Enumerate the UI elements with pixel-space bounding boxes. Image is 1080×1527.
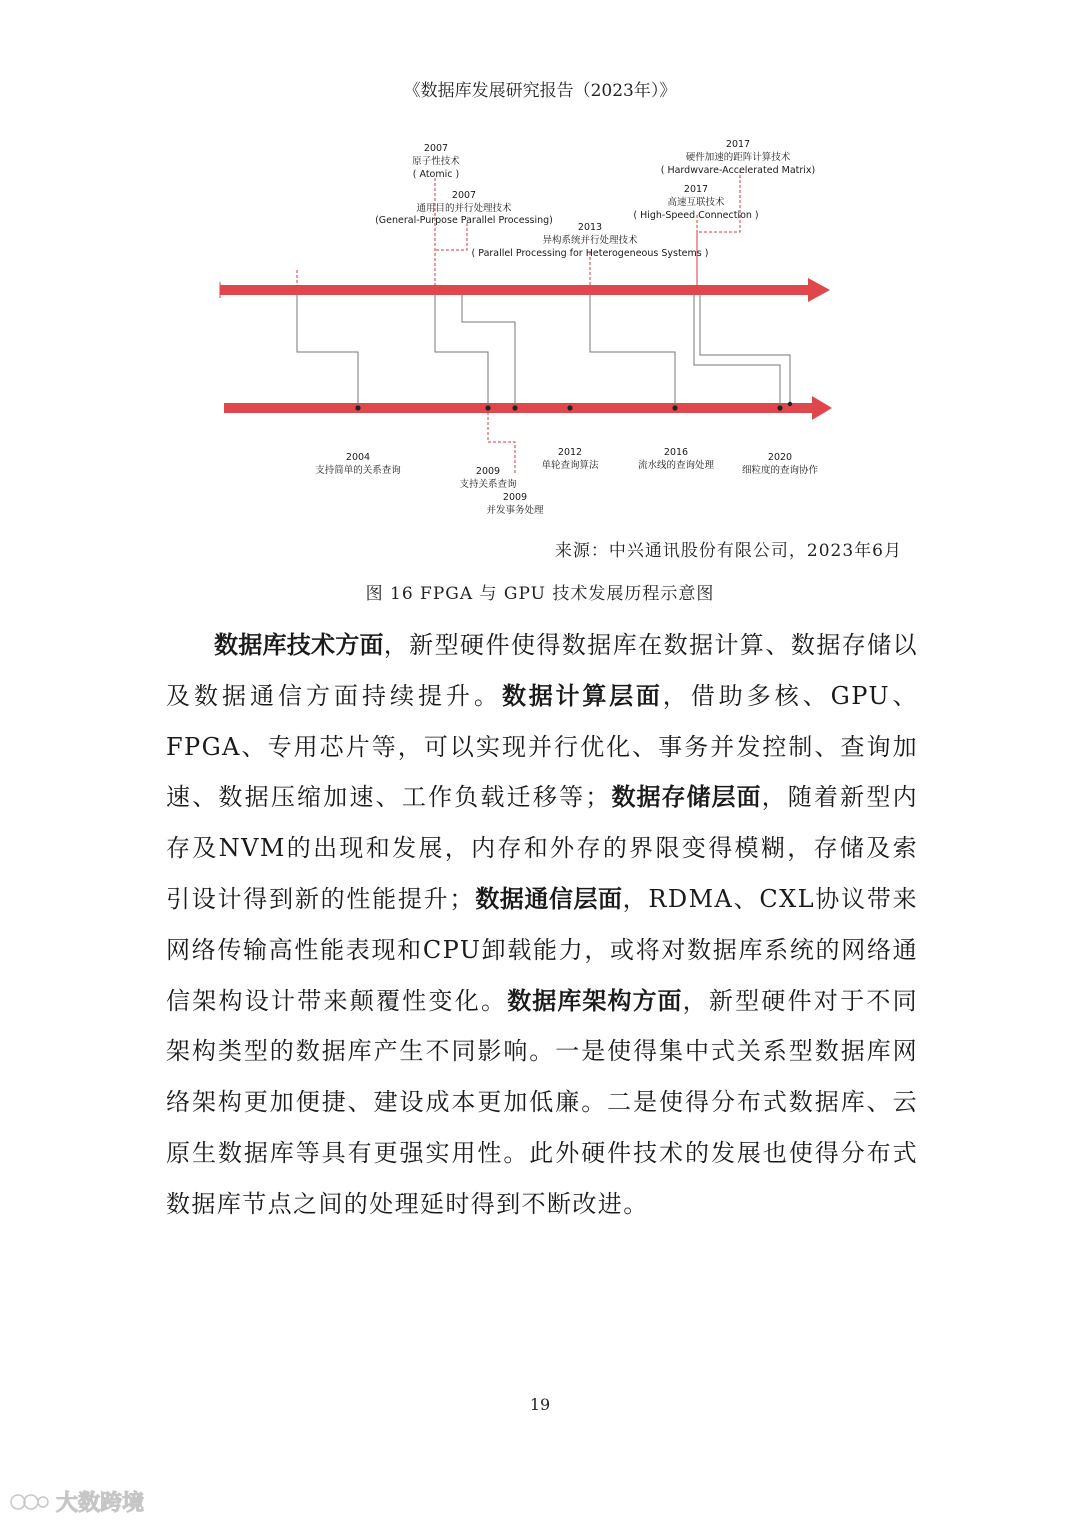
lower-event-2-label: 支持关系查询 xyxy=(459,479,517,490)
lower-event-6-year: 2020 xyxy=(767,452,793,463)
dot-2009b xyxy=(512,405,517,410)
upper-event-3-label: 异构系统并行处理技术 xyxy=(542,235,638,246)
lower-event-3-label: 并发事务处理 xyxy=(486,505,544,516)
figure-caption: 图 16 FPGA 与 GPU 技术发展历程示意图 xyxy=(365,584,715,604)
upper-event-3-year: 2013 xyxy=(577,222,603,233)
lower-timeline-arrowhead xyxy=(812,396,832,420)
watermark xyxy=(10,1486,144,1517)
bold-term-arch: 数据库架构方面 xyxy=(507,986,683,1015)
upper-event-5-year: 2017 xyxy=(683,184,709,195)
lower-timeline-bar xyxy=(224,403,814,413)
lower-event-5-label: 流水线的查询处理 xyxy=(637,460,715,471)
upper-event-5-sub: ( High-Speed Connection ) xyxy=(633,210,759,221)
timeline-diagram xyxy=(200,130,880,530)
bold-term-comm: 数据通信层面 xyxy=(474,884,623,913)
upper-event-5-label: 高速互联技术 xyxy=(667,197,725,208)
bold-term-storage: 数据存储层面 xyxy=(610,783,762,812)
dot-2012 xyxy=(567,405,572,410)
upper-event-4-year: 2017 xyxy=(725,139,751,150)
upper-timeline-arrowhead xyxy=(808,278,830,302)
lower-event-4-year: 2012 xyxy=(557,447,583,458)
text-storage: ，随着新型内存及NVM的出现和发展，内存和外存的界限变得模糊，存储及索引设计得到新的性能提升； xyxy=(166,783,918,913)
dot-2009a xyxy=(485,405,490,410)
lower-event-2-year: 2009 xyxy=(475,466,501,477)
lower-event-5-year: 2016 xyxy=(663,447,689,458)
upper-event-1-year: 2007 xyxy=(423,143,449,154)
upper-event-4-label: 硬件加速的距阵计算技术 xyxy=(685,152,791,163)
text-arch: ，新型硬件对于不同架构类型的数据库产生不同影响。一是使得集中式关系型数据库网络架构更加便捷、建设成本更加低廉。二是使得分布式数据库、云原生数据库等具有更强实用性。此外硬件技术的发展也使得分布式数据库节点之间的处理延时得到不断改进。 xyxy=(166,986,919,1218)
body-paragraph xyxy=(166,620,918,1230)
page-number: 19 xyxy=(529,1395,551,1414)
running-header: 《数据库发展研究报告（2023年）》 xyxy=(403,81,677,101)
lower-event-4-label: 单轮查询算法 xyxy=(541,460,599,471)
upper-event-1-sub: ( Atomic ) xyxy=(412,169,460,180)
bold-term-compute: 数据计算层面 xyxy=(501,681,663,710)
upper-event-4-sub: ( Hardwvare-Accelerated Matrix) xyxy=(660,165,816,176)
dot-2016 xyxy=(672,405,677,410)
dot-2020b xyxy=(788,402,792,406)
upper-event-3-sub: ( Parallel Processing for Heterogeneous Systems ) xyxy=(471,248,709,259)
lower-event-1-label: 支持简单的关系查询 xyxy=(315,465,401,476)
lower-event-1-year: 2004 xyxy=(345,452,371,463)
upper-timeline-bar xyxy=(220,285,810,295)
watermark-text: 大数跨境 xyxy=(56,1491,145,1516)
text-compute: ，借助多核、GPU、FPGA、专用芯片等，可以实现并行优化、事务并发控制、查询加速、数据压缩加速、工作负载迁移等； xyxy=(166,681,919,812)
figure-source: 来源：中兴通讯股份有限公司，2023年6月 xyxy=(554,541,902,561)
lower-event-3-year: 2009 xyxy=(502,492,528,503)
text-db-tech: ，新型硬件使得数据库在数据计算、数据存储以及数据通信方面持续提升。 xyxy=(166,631,918,710)
timeline-figure xyxy=(200,130,880,530)
upper-event-2-sub: (General-Purpose Parallel Processing) xyxy=(375,215,553,226)
upper-event-2-year: 2007 xyxy=(451,190,477,201)
dot-2020 xyxy=(777,405,782,410)
dot-2004 xyxy=(355,405,360,410)
text-comm: ，RDMA、CXL协议带来网络传输高性能表现和CPU卸载能力，或将对数据库系统的网络通信架构设计带来颠覆性变化。 xyxy=(166,884,918,1015)
bold-term-db-tech: 数据库技术方面 xyxy=(214,631,384,659)
lower-event-6-label: 细粒度的查询协作 xyxy=(741,465,819,476)
watermark-logo-icon xyxy=(10,1490,50,1514)
upper-event-1-label: 原子性技术 xyxy=(412,156,460,167)
upper-event-2-label: 通用目的并行处理技术 xyxy=(416,203,512,214)
